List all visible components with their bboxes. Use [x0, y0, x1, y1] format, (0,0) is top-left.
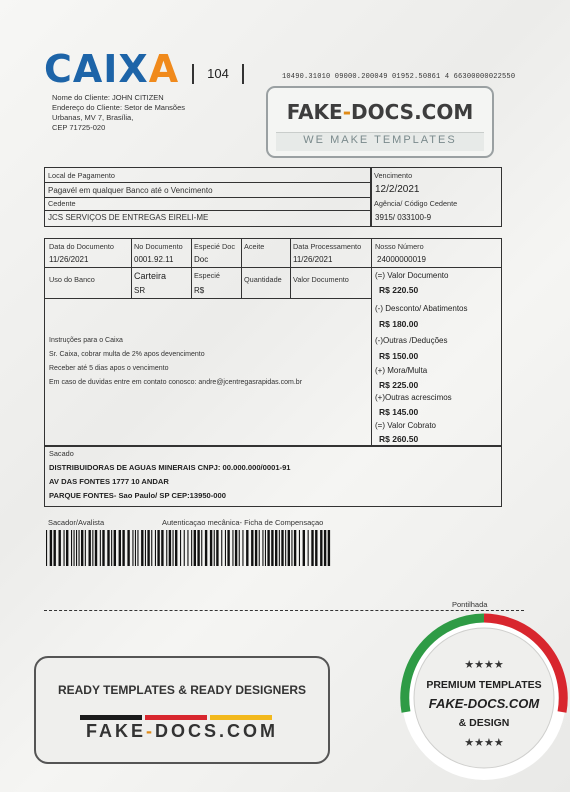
promo-brand: FAKE-DOCS.COM [85, 721, 278, 741]
boleto-grid [44, 238, 502, 447]
cobrado-label: (=) Valor Cobrato [375, 421, 436, 430]
client-cep: CEP 71725-020 [52, 123, 106, 132]
promo-tagline: READY TEMPLATES & READY DESIGNERS [57, 683, 307, 697]
sacado-label: Sacado [49, 449, 74, 458]
promo-bar-red [145, 715, 207, 720]
especie-doc-label: Especié Doc [194, 242, 235, 251]
data-proc-value: 11/26/2021 [293, 255, 333, 264]
sacado-line-2: AV DAS FONTES 1777 10 ANDAR [49, 477, 169, 486]
sacado-line-1: DISTRIBUIDORAS DE AGUAS MINERAIS CNPJ: 00.000.000/0001-91 [49, 463, 291, 472]
digitable-line: 10490.31010 09000.200049 01952.50861 4 66300000022550 [282, 73, 516, 81]
bank-code: 104 [192, 64, 244, 84]
cedente-label: Cedente [48, 199, 76, 208]
mora-label: (+) Mora/Multa [375, 366, 428, 375]
client-name: Nome do Cliente: JOHN CITIZEN [52, 93, 164, 102]
agencia-label: Agência/ Código Cedente [374, 199, 458, 208]
seal-line-1: PREMIUM TEMPLATES [426, 679, 542, 691]
aceite-label: Aceite [244, 242, 265, 251]
valor-doc-value: R$ 220.50 [379, 285, 419, 295]
no-doc-label: No Documento [134, 242, 183, 251]
instruction-line-1: Sr. Caixa, cobrar multa de 2% apos devencimento [49, 351, 205, 358]
cobrado-value: R$ 260.50 [379, 434, 419, 444]
autenticacao-label: Autenticaçao mecânica- Ficha de Compensaçao [162, 518, 324, 527]
caixa-logo: CAIXA [44, 47, 180, 91]
mora-value: R$ 225.00 [379, 380, 419, 390]
instruction-line-2: Receber até 5 dias apos o vencimento [49, 365, 169, 372]
watermark-badge [266, 86, 494, 158]
agencia-value: 3915/ 033100-9 [375, 213, 432, 222]
nosso-numero-label: Nosso Número [375, 242, 424, 251]
especie-doc-value: Doc [194, 255, 209, 264]
especie-value: R$ [194, 286, 205, 295]
avalista-label: Sacador/Avalista [48, 518, 105, 527]
desconto-label: (-) Desconto/ Abatimentos [375, 304, 468, 313]
promo-bar-black [80, 715, 142, 720]
nosso-numero-value: 24000000019 [377, 255, 426, 264]
instruction-line-3: Em caso de duvidas entre em contato conosco: andre@jcentregasrapidas.com.br [49, 379, 303, 386]
desconto-value: R$ 180.00 [379, 319, 419, 329]
no-doc-value: 0001.92.11 [134, 255, 174, 264]
instructions-title: Instruções para o Caixa [49, 337, 123, 344]
client-info [52, 93, 185, 133]
watermark-title: FAKE-DOCS.COM [286, 100, 474, 124]
vencimento-value: 12/2/2021 [375, 184, 420, 195]
cut-line [44, 610, 524, 611]
carteira-value: SR [134, 286, 146, 295]
promo-banner [34, 656, 330, 764]
payment-box [44, 167, 371, 227]
vencimento-label: Vencimento [374, 171, 413, 180]
acrescimos-label: (+)Outras acrescimos [375, 393, 452, 402]
seal-stars-bottom: ★★★★ [464, 736, 504, 749]
data-doc-label: Data do Documento [49, 242, 114, 251]
client-address-1: Endereço do Cliente: Setor de Mansões [52, 103, 185, 112]
outras-deducoes-value: R$ 150.00 [379, 351, 419, 361]
vencimento-box [371, 167, 502, 227]
sacado-box [44, 445, 502, 507]
pontilhada-label: Pontilhada [452, 600, 488, 609]
seal-line-2: FAKE-DOCS.COM [428, 696, 540, 711]
carteira-label: Carteira [134, 271, 167, 281]
premium-seal [398, 612, 570, 784]
cedente-value: JCS SERVIÇOS DE ENTREGAS EIRELI-ME [48, 213, 209, 222]
uso-banco-label: Uso do Banco [49, 275, 95, 284]
quantidade-label: Quantidade [244, 275, 282, 284]
seal-stars-top: ★★★★ [464, 658, 504, 671]
barcode [46, 530, 334, 566]
local-label: Local de Pagamento [48, 171, 115, 180]
seal-line-3: & DESIGN [458, 717, 510, 729]
watermark-subtitle: WE MAKE TEMPLATES [303, 134, 457, 146]
client-address-2: Urbanas, MV 7, Brasília, [52, 113, 134, 122]
especie-label: Especié [194, 271, 220, 280]
data-proc-label: Data Processamento [293, 242, 362, 251]
valor-doc-label: (=) Valor Documento [375, 271, 449, 280]
local-value: Pagavél em qualquer Banco até o Vencimento [48, 186, 213, 195]
sacado-line-3: PARQUE FONTES- Sao Paulo/ SP CEP:13950-000 [49, 491, 226, 500]
acrescimos-value: R$ 145.00 [379, 407, 419, 417]
promo-bar-yellow [210, 715, 272, 720]
valor-label: Valor Documento [293, 275, 349, 284]
data-doc-value: 11/26/2021 [49, 255, 89, 264]
outras-deducoes-label: (-)Outras /Deduções [375, 336, 448, 345]
